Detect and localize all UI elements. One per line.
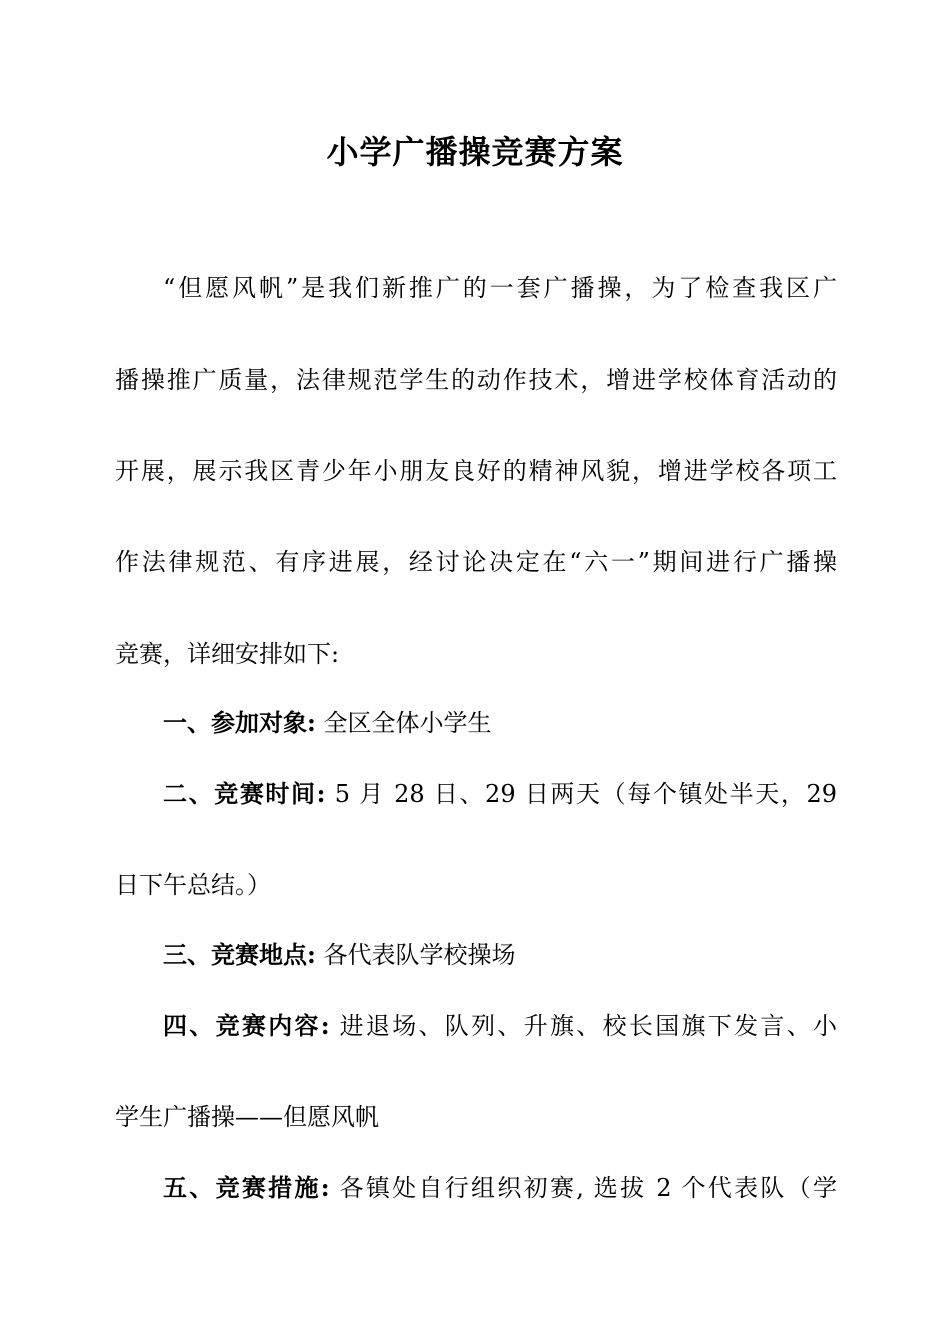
section-heading: 二、竞赛时间: (163, 779, 326, 808)
section-continuation: 学生广播操——但愿风帆 (115, 1103, 379, 1131)
section-measures (163, 1170, 837, 1206)
section-continuation: 日下午总结。） (115, 871, 271, 899)
section-heading: 一、参加对象: (163, 708, 316, 737)
section-location (163, 937, 837, 973)
section-text: 进退场、队列、升旗、校长国旗下发言、小 (329, 1012, 837, 1040)
section-text: 全区全体小学生 (315, 709, 492, 737)
document-title: 小学广播操竞赛方案 (326, 133, 624, 171)
section-heading: 五、竞赛措施: (163, 1173, 330, 1202)
section-text: 各镇处自行组织初赛, 选拔 2 个代表队（学 (329, 1174, 837, 1202)
section-heading: 四、竞赛内容: (163, 1011, 330, 1040)
section-text: 5 月 28 日、29 日两天（每个镇处半天，29 (325, 780, 837, 808)
section-time (163, 776, 837, 812)
intro-paragraph-line: 作法律规范、有序进展，经讨论决定在“六一”期间进行广播操 (115, 548, 837, 576)
intro-paragraph-line: 竞赛，详细安排如下: (115, 640, 340, 668)
intro-paragraph-line: “但愿风帆”是我们新推广的一套广播操，为了检查我区广 (163, 274, 837, 302)
section-text: 各代表队学校操场 (315, 941, 516, 969)
section-participants (163, 705, 837, 741)
intro-paragraph-line: 开展，展示我区青少年小朋友良好的精神风貌，增进学校各项工 (115, 457, 837, 485)
section-content (163, 1008, 837, 1044)
intro-paragraph-line: 播操推广质量，法律规范学生的动作技术，增进学校体育活动的 (115, 366, 837, 394)
section-heading: 三、竞赛地点: (163, 940, 316, 969)
